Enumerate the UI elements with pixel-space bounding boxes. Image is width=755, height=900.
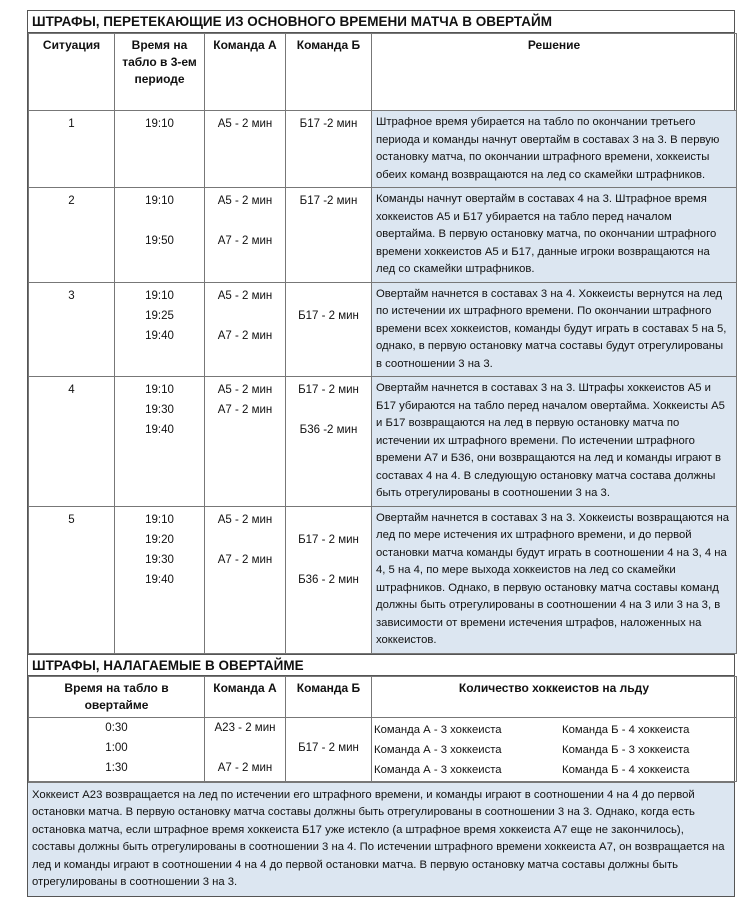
team-a-cell-line: А5 - 2 мин xyxy=(217,195,273,207)
situation-number-text: 5 xyxy=(68,513,75,526)
player-count-cell xyxy=(372,717,737,781)
s2-time: 0:30 xyxy=(105,721,128,734)
team-a-cell-line: А7 - 2 мин xyxy=(217,553,273,566)
decision-text: Штрафное время убирается на табло по окончании третьего периода и команды начнут овертайм в составах 3 на 3. В первую остановку матча, по окончании штрафного времени, хоккеисты обеих команд возвращаются на лед со скамейки штрафников. xyxy=(372,111,737,188)
situation-number xyxy=(29,282,115,377)
time-cell xyxy=(115,188,205,283)
time-cell-line: 19:40 xyxy=(145,573,174,586)
decision-text: Овертайм начнется в составах 3 на 3. Хоккеисты возвращаются на лед по мере истечения их штрафного времени, и до первой остановки матча команды будут играть в соотношении 4 на 3, 4 на 4, 5 на 4, по мере выхода хоккеистов на лед со скамейки штрафников. Однако, в первую остановку матча составы команд должны быть отрегулированы в соотношении 4 на 3 или 3 на 3, в зависимости от времени истечения штрафов, наложенных на хоккеистов. xyxy=(372,506,737,653)
s2-header-time: Время на табло в овертайме xyxy=(29,676,205,717)
section1-table xyxy=(28,33,737,654)
time-cell-line: 19:10 xyxy=(145,513,174,526)
s2-team-b-penalty: Б17 - 2 мин xyxy=(298,741,359,754)
section2-title: ШТРАФЫ, НАЛАГАЕМЫЕ В ОВЕРТАЙМЕ xyxy=(28,654,734,676)
s2-team-a-penalty: А7 - 2 мин xyxy=(217,761,273,774)
team-b-cell xyxy=(286,282,372,377)
team-b-cell-line xyxy=(286,286,371,306)
s2-time: 1:00 xyxy=(105,741,128,754)
time-cell-line: 19:30 xyxy=(145,553,174,566)
header-team-a: Команда А xyxy=(205,34,286,111)
s2-team-a-penalty: А23 - 2 мин xyxy=(214,721,276,734)
s2-time: 1:30 xyxy=(105,761,128,774)
time-cell xyxy=(115,111,205,188)
s2-header-team-b: Команда Б xyxy=(286,676,372,717)
section1-title: ШТРАФЫ, ПЕРЕТЕКАЮЩИЕ ИЗ ОСНОВНОГО ВРЕМЕНИ МАТЧА В ОВЕРТАЙМ xyxy=(28,11,734,33)
team-a-cell xyxy=(205,111,286,188)
s2-header-count: Количество хоккеистов на льду xyxy=(372,676,737,717)
header-decision: Решение xyxy=(372,34,737,111)
count-team-a: Команда А - 3 хоккеиста xyxy=(374,743,502,756)
team-a-cell-line: А5 - 2 мин xyxy=(217,289,273,302)
player-count-row xyxy=(372,760,736,780)
team-a-cell-line: А5 - 2 мин xyxy=(217,513,273,526)
decision-text: Овертайм начнется в составах 3 на 3. Штрафы хоккеистов А5 и Б17 убираются на табло перед началом овертайма. Хоккеисты А5 и Б17 возвращаются на лед в первую остановку матча по истечении их штрафного времени. По истечении штрафного времени А7 и Б36, они возвращаются на лед и команды играют в составах 4 на 4. В следующую остановку матча состава должны быть отрегулированы в соотношении 3 на 3. xyxy=(372,377,737,507)
situation-number-text: 3 xyxy=(68,289,75,302)
team-a-cell xyxy=(205,188,286,283)
s2-team-a-penalty xyxy=(205,738,285,758)
header-team-b: Команда Б xyxy=(286,34,372,111)
team-b-cell-line xyxy=(286,550,371,570)
penalty-rules-sheet xyxy=(27,10,735,897)
time-cell-line: 19:10 xyxy=(145,118,174,130)
team-b-cell-line: Б17 -2 мин xyxy=(299,118,358,130)
situation-number xyxy=(29,377,115,507)
team-a-cell-line: А5 - 2 мин xyxy=(217,118,273,130)
team-b-cell-line xyxy=(286,400,371,420)
team-a-cell-line: А7 - 2 мин xyxy=(217,329,273,342)
team-a-cell-line xyxy=(205,211,285,231)
team-a-cell-line xyxy=(205,306,285,326)
situation-number xyxy=(29,111,115,188)
team-b-cell-line: Б17 - 2 мин xyxy=(298,384,359,396)
s2-header-team-a: Команда А xyxy=(205,676,286,717)
team-a-cell-line: А7 - 2 мин xyxy=(217,235,273,247)
count-team-a: Команда А - 3 хоккеиста xyxy=(374,723,502,736)
player-count-row xyxy=(372,740,736,760)
time-cell-line: 19:10 xyxy=(145,195,174,207)
team-b-cell xyxy=(286,188,372,283)
team-a-cell xyxy=(205,377,286,507)
time-cell-line xyxy=(115,211,204,231)
s2-times xyxy=(29,717,205,781)
overtime-explanation-note: Хоккеист А23 возвращается на лед по истечении его штрафного времени, и команды играют в соотношении 4 на 4 до первой остановки матча. В первую остановку матча составы должны быть отрегулированы в соотношении 3 на 3. Однако, когда есть остановка матча, если штрафное время хоккеиста Б17 уже истекло (а штрафное время хоккеиста А7 еще не закончилось), составы должны быть отрегулированы в соотношении 3 на 4. По истечении штрафного времени хоккеиста А7, он возвращается на лед и команды играют в соотношении 4 на 4 до первой остановки матча. В первую остановку матча составы должны быть отрегулированы в соотношении 3 на 3. xyxy=(28,782,734,896)
time-cell xyxy=(115,506,205,653)
time-cell-line: 19:40 xyxy=(145,424,174,436)
team-a-cell xyxy=(205,506,286,653)
count-team-a: Команда А - 3 хоккеиста xyxy=(374,763,502,776)
team-b-cell xyxy=(286,506,372,653)
count-team-b: Команда Б - 4 хоккеиста xyxy=(562,723,690,736)
count-team-b: Команда Б - 4 хоккеиста xyxy=(562,763,690,776)
time-cell-line: 19:25 xyxy=(145,309,174,322)
team-b-cell xyxy=(286,111,372,188)
player-count-row xyxy=(372,720,736,740)
team-b-cell xyxy=(286,377,372,507)
header-situation: Ситуация xyxy=(29,34,115,111)
time-cell xyxy=(115,282,205,377)
count-team-b: Команда Б - 3 хоккеиста xyxy=(562,743,690,756)
team-b-cell-line: Б36 - 2 мин xyxy=(298,573,359,586)
situation-number xyxy=(29,188,115,283)
time-cell-line: 19:50 xyxy=(145,235,174,247)
time-cell-line: 19:20 xyxy=(145,533,174,546)
header-time: Время на табло в 3-ем периоде xyxy=(115,34,205,111)
team-a-cell-line xyxy=(205,530,285,550)
time-cell-line: 19:10 xyxy=(145,289,174,302)
section2-table xyxy=(28,676,737,782)
team-b-cell-line: Б36 -2 мин xyxy=(299,424,358,436)
s2-team-b xyxy=(286,717,372,781)
team-b-cell-line xyxy=(286,510,371,530)
time-cell-line: 19:40 xyxy=(145,329,174,342)
team-a-cell-line: А7 - 2 мин xyxy=(217,404,273,416)
situation-number-text: 1 xyxy=(68,118,75,130)
team-a-cell xyxy=(205,282,286,377)
time-cell-line: 19:10 xyxy=(145,384,174,396)
team-b-cell-line: Б17 - 2 мин xyxy=(298,309,359,322)
situation-number-text: 4 xyxy=(68,384,75,396)
time-cell xyxy=(115,377,205,507)
s2-team-b-penalty xyxy=(286,718,371,738)
time-cell-line: 19:30 xyxy=(145,404,174,416)
team-a-cell-line: А5 - 2 мин xyxy=(217,384,273,396)
s2-team-a xyxy=(205,717,286,781)
decision-text: Овертайм начнется в составах 3 на 4. Хоккеисты вернутся на лед по истечении их штрафного времени. По окончании штрафного времени всех хоккеистов, команды будут играть в составах 5 на 5, однако, в первую остановку матча составы будут отрегулированы в соотношении 3 на 3. xyxy=(372,282,737,377)
decision-text: Команды начнут овертайм в составах 4 на 3. Штрафное время хоккеистов А5 и Б17 убирается на табло перед началом овертайма. В первую остановку матча, по окончании штрафного времени хоккеистов А5 и Б17, данные игроки возвращаются на лед со скамейки штрафников. xyxy=(372,188,737,283)
situation-number xyxy=(29,506,115,653)
team-b-cell-line: Б17 - 2 мин xyxy=(298,533,359,546)
team-b-cell-line: Б17 -2 мин xyxy=(299,195,358,207)
situation-number-text: 2 xyxy=(68,195,75,207)
